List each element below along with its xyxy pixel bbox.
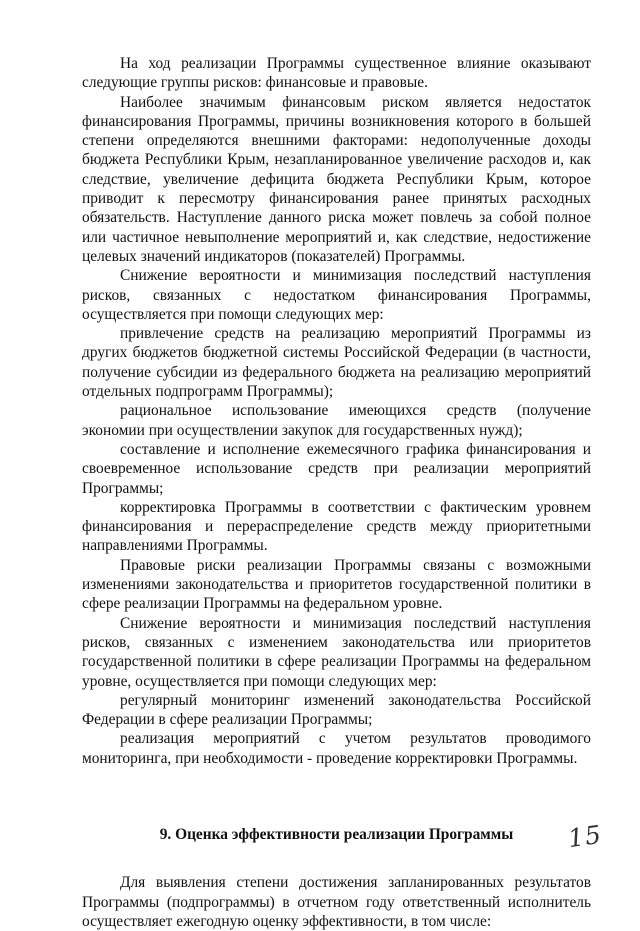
handwritten-page-number: 15 — [566, 819, 604, 854]
paragraph-legal-risk: Правовые риски реализации Программы связаны с возможными изменениями законодательства и приоритетов государственной политики в сфере реализации Программы на федеральном уровне. — [82, 556, 591, 613]
document-page — [82, 54, 591, 931]
paragraph-measure-schedule: составление и исполнение ежемесячного графика финансирования и своевременное использование средств при реализации мероприятий Программы; — [82, 440, 591, 497]
paragraph-measure-funding: привлечение средств на реализацию мероприятий Программы из других бюджетов бюджетной системы Российской Федерации (в частности, получение субсидии из федерального бюджета на реализацию мероприятий отдельных подпрограмм Программы); — [82, 325, 591, 401]
paragraph-measure-rational-use: рациональное использование имеющихся средств (получение экономии при осуществлении закупок для государственных нужд); — [82, 402, 591, 439]
paragraph-measure-implementation: реализация мероприятий с учетом результатов проводимого мониторинга, при необходимости - проведение корректировки Программы. — [82, 730, 591, 767]
paragraph-efficiency-assessment: Для выявления степени достижения запланированных результатов Программы (подпрограммы) в отчетном году ответственный исполнитель осуществляет ежегодную оценку эффективности, в том числе: — [82, 874, 591, 930]
paragraph-financial-risk: Наиболее значимым финансовым риском является недостаток финансирования Программы, причины возникновения которого в большей степени определяются внешними факторами: недополученные доходы бюджета Республики Крым, незапланированное увеличение расходов и, как следствие, увеличение дефицита бюджета Республики Крым, которое приводит к пересмотру финансирования ранее принятых расходных обязательств. Наступление данного риска может повлечь за собой полное или частичное невыполнение мероприятий и, как следствие, недостижение целевых значений индикаторов (показателей) Программы. — [82, 93, 591, 265]
paragraph-financial-mitigation-intro: Снижение вероятности и минимизация последствий наступления рисков, связанных с недостатком финансирования Программы, осуществляется при помощи следующих мер: — [82, 267, 591, 323]
paragraph-measure-monitoring: регулярный мониторинг изменений законодательства Российской Федерации в сфере реализации Программы; — [82, 691, 591, 729]
paragraph-measure-correction: корректировка Программы в соответствии с фактическим уровнем финансирования и перераспределение средств между приоритетными направлениями Программы. — [82, 498, 591, 555]
paragraph-risk-groups: На ход реализации Программы существенное влияние оказывают следующие группы рисков: финансовые и правовые. — [82, 55, 591, 92]
section-heading: 9. Оценка эффективности реализации Программы — [159, 825, 514, 843]
paragraph-legal-mitigation-intro: Снижение вероятности и минимизация последствий наступления рисков, связанных с изменением законодательства или приоритетов государственной политики в сфере реализации Программы на федеральном уровне, осуществляется при помощи следующих мер: — [82, 614, 591, 690]
